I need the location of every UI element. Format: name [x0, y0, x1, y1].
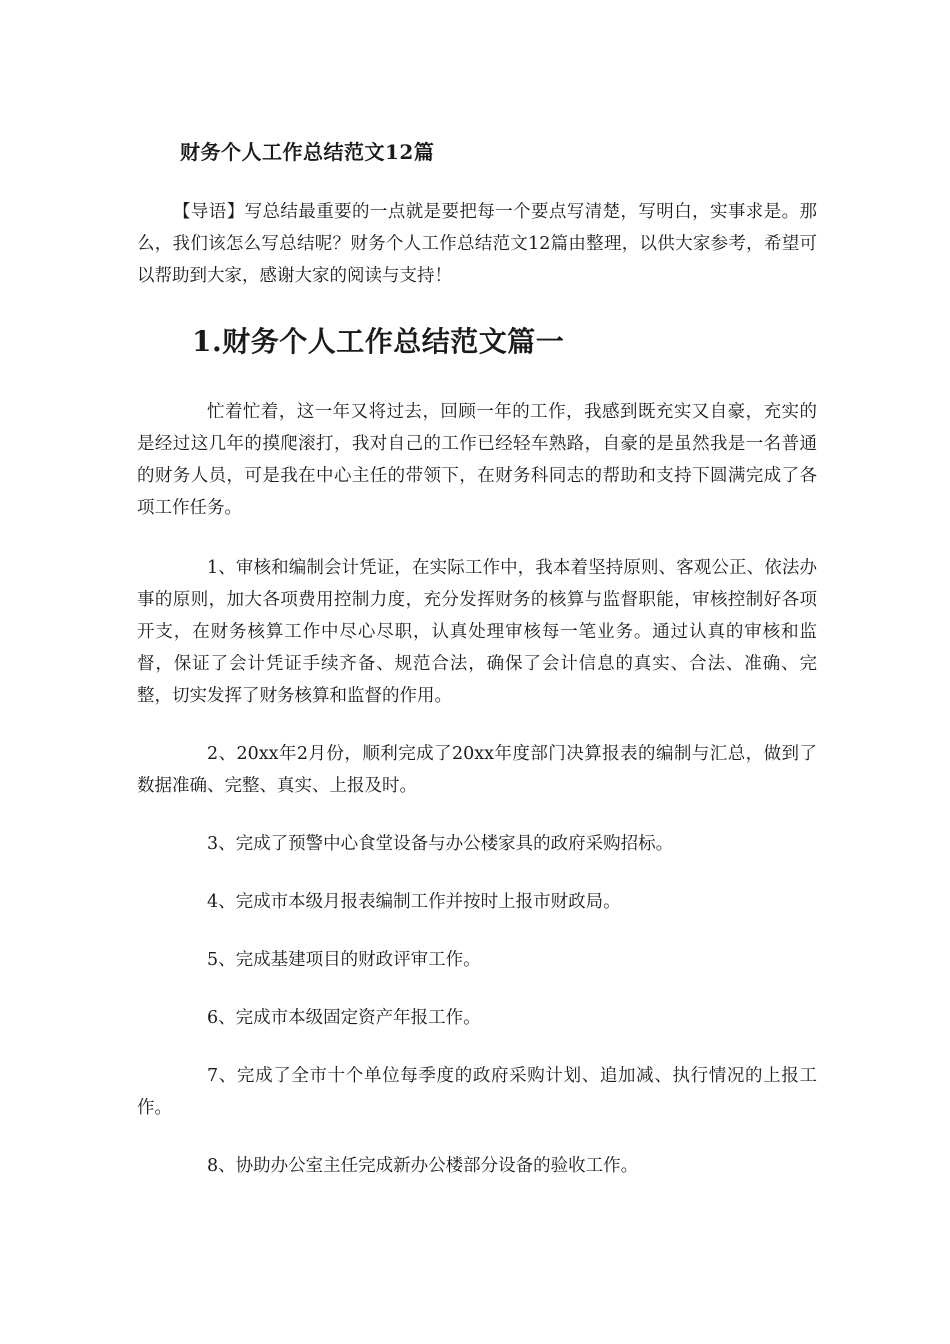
- body-paragraph: 3、完成了预警中心食堂设备与办公楼家具的政府采购招标。: [207, 834, 674, 854]
- section-heading: 1.财务个人工作总结范文篇一: [192, 325, 565, 358]
- body-paragraph: 忙着忙着，这一年又将过去，回顾一年的工作，我感到既充实又自豪，充实的是经过这几年的摸爬滚打，我对自己的工作已经轻车熟路，自豪的是虽然我是一名普通的财务人员，可是我在中心主任的带领下，在财务科同志的帮助和支持下圆满完成了各项工作任务。: [137, 402, 817, 518]
- body-paragraph: 4、完成市本级月报表编制工作并按时上报市财政局。: [207, 892, 621, 912]
- body-paragraph: 7、完成了全市十个单位每季度的政府采购计划、追加减、执行情况的上报工作。: [137, 1066, 817, 1118]
- body-paragraph: 5、完成基建项目的财政评审工作。: [207, 950, 481, 970]
- body-paragraph: 1、审核和编制会计凭证，在实际工作中，我本着坚持原则、客观公正、依法办事的原则，加大各项费用控制力度，充分发挥财务的核算与监督职能，审核控制好各项开支，在财务核算工作中尽心尽职，认真处理审核每一笔业务。通过认真的审核和监督，保证了会计凭证手续齐备、规范合法，确保了会计信息的真实、合法、准确、完整，切实发挥了财务核算和监督的作用。: [137, 558, 817, 706]
- document-title: 财务个人工作总结范文12篇: [180, 140, 435, 164]
- body-paragraph: 8、协助办公室主任完成新办公楼部分设备的验收工作。: [207, 1156, 639, 1176]
- body-paragraph: 2、20xx年2月份，顺利完成了20xx年度部门决算报表的编制与汇总，做到了数据准确、完整、真实、上报及时。: [137, 744, 817, 796]
- body-paragraph: 6、完成市本级固定资产年报工作。: [207, 1008, 481, 1028]
- intro-paragraph: 【导语】写总结最重要的一点就是要把每一个要点写清楚，写明白，实事求是。那么，我们该怎么写总结呢？财务个人工作总结范文12篇由整理，以供大家参考，希望可以帮助到大家，感谢大家的阅读与支持！: [137, 202, 817, 286]
